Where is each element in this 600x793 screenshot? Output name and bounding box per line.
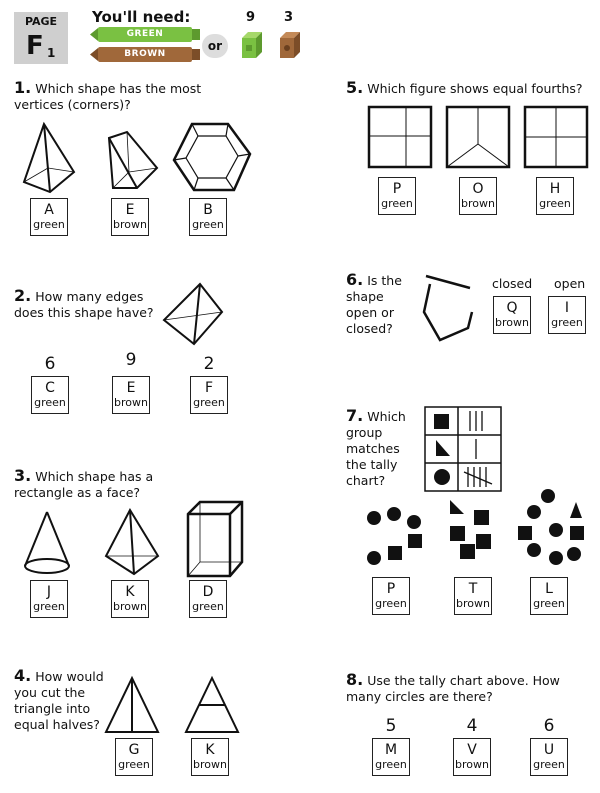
question-number: 7. [346,406,364,425]
answer-letter: P [386,581,396,597]
question-text: Which figure shows equal fourths? [367,81,583,96]
green-cube-icon [238,30,266,60]
answer-color: green [193,396,225,409]
answer-letter: J [46,584,52,600]
square-equal-fourths [524,106,588,168]
answer-color: brown [113,218,147,231]
answer-value: 4 [466,716,478,736]
answer-box[interactable] [372,577,410,615]
answer-box[interactable] [30,198,68,236]
answer-color: green [533,758,565,771]
answer-color: brown [495,316,529,329]
tally-chart [424,406,502,492]
question-7 [346,408,422,489]
answer-letter: E [126,380,136,396]
answer-box[interactable] [190,376,228,414]
question-text: Is the shape open or closed? [346,273,402,336]
answer-value: 5 [385,716,397,736]
shape-group-t [446,498,506,560]
answer-letter: K [125,584,135,600]
answer-box[interactable] [189,580,227,618]
answer-box[interactable] [112,376,150,414]
shape-group-p [364,506,440,568]
answer-letter: E [125,202,135,218]
brown-crayon-label: BROWN [98,47,192,62]
prism-shape [107,132,159,190]
question-3 [14,468,214,501]
answer-letter: I [564,300,570,316]
answer-box[interactable] [372,738,410,776]
answer-color: green [375,758,407,771]
answer-letter: O [472,181,484,197]
answer-color: green [381,197,413,210]
cone-shape [22,512,72,576]
question-number: 6. [346,270,364,289]
answer-letter: D [202,584,214,600]
answer-letter: C [45,380,55,396]
answer-letter: T [468,581,478,597]
triangle-horizontal-cut [184,678,240,734]
question-text: How many edges does this shape have? [14,289,154,320]
answer-color: brown [456,597,490,610]
answer-box[interactable] [115,738,153,776]
green-cube-count: 9 [246,10,256,25]
answer-box[interactable] [189,198,227,236]
answer-letter: M [384,742,398,758]
answer-box[interactable] [536,177,574,215]
triangle-vertical-cut [104,678,160,734]
page-sub: 1 [47,46,56,60]
answer-value: 9 [125,350,137,370]
answer-color: green [533,597,565,610]
brown-crayon-icon [90,47,200,62]
square-pyramid-shape [104,510,160,576]
answer-box[interactable] [30,580,68,618]
answer-letter: F [204,380,214,396]
open-shape [420,274,476,344]
answer-color: green [551,316,583,329]
answer-letter: B [203,202,213,218]
answer-color: green [192,218,224,231]
need-label: You'll need: [92,8,191,26]
question-number: 8. [346,670,364,689]
answer-color: brown [455,758,489,771]
question-4 [14,668,106,733]
question-number: 4. [14,666,32,685]
question-number: 5. [346,78,364,97]
answer-color: green [34,396,66,409]
answer-box[interactable] [530,738,568,776]
answer-color: green [375,597,407,610]
answer-color: green [192,600,224,613]
question-8 [346,672,596,705]
answer-color: brown [114,396,148,409]
or-label: or [202,34,228,58]
green-crayon-icon [90,27,200,42]
question-text: How would you cut the triangle into equal halves? [14,669,104,732]
answer-letter: H [549,181,561,197]
brown-cube-icon [276,30,304,60]
rectangular-prism-shape [186,500,244,578]
answer-color: brown [461,197,495,210]
pyramid-shape [22,124,77,194]
answer-box[interactable] [453,738,491,776]
answer-color: brown [193,758,227,771]
hexagonal-prism-shape [172,122,252,194]
question-text: Which shape has a rectangle as a face? [14,469,154,500]
answer-letter: G [128,742,140,758]
triangular-pyramid-shape [160,284,224,346]
question-text: Which group matches the tally chart? [346,409,406,488]
question-number: 3. [14,466,32,485]
question-text: Which shape has the most vertices (corners)? [14,81,202,112]
page-letter: F [26,31,44,61]
answer-color: green [33,600,65,613]
answer-box[interactable] [548,296,586,334]
answer-value: 6 [44,354,56,374]
answer-letter: L [545,581,553,597]
answer-box[interactable] [111,198,149,236]
answer-letter: V [467,742,477,758]
answer-color: brown [113,600,147,613]
answer-box[interactable] [530,577,568,615]
answer-color: green [539,197,571,210]
answer-box[interactable] [111,580,149,618]
answer-letter: K [205,742,215,758]
page-badge [14,12,68,64]
answer-value: 6 [543,716,555,736]
square-three-parts [446,106,510,168]
question-1 [14,80,204,113]
question-number: 1. [14,78,32,97]
question-6 [346,272,412,337]
question-5 [346,80,596,97]
shape-group-l [516,488,596,568]
option-open: open [554,276,586,291]
page-label: PAGE [24,15,58,28]
answer-letter: A [44,202,54,218]
square-unequal-parts [368,106,432,168]
answer-box[interactable] [191,738,229,776]
answer-box[interactable] [459,177,497,215]
question-text: Use the tally chart above. How many circles are there? [346,673,560,704]
answer-box[interactable] [454,577,492,615]
option-closed: closed [492,276,533,291]
answer-color: green [118,758,150,771]
question-2 [14,288,154,321]
brown-cube-count: 3 [284,10,294,25]
answer-box[interactable] [378,177,416,215]
answer-box[interactable] [31,376,69,414]
answer-box[interactable] [493,296,531,334]
question-number: 2. [14,286,32,305]
answer-letter: Q [506,300,518,316]
green-crayon-label: GREEN [98,27,192,42]
answer-letter: P [392,181,402,197]
answer-letter: U [543,742,555,758]
answer-value: 2 [203,354,215,374]
answer-color: green [33,218,65,231]
